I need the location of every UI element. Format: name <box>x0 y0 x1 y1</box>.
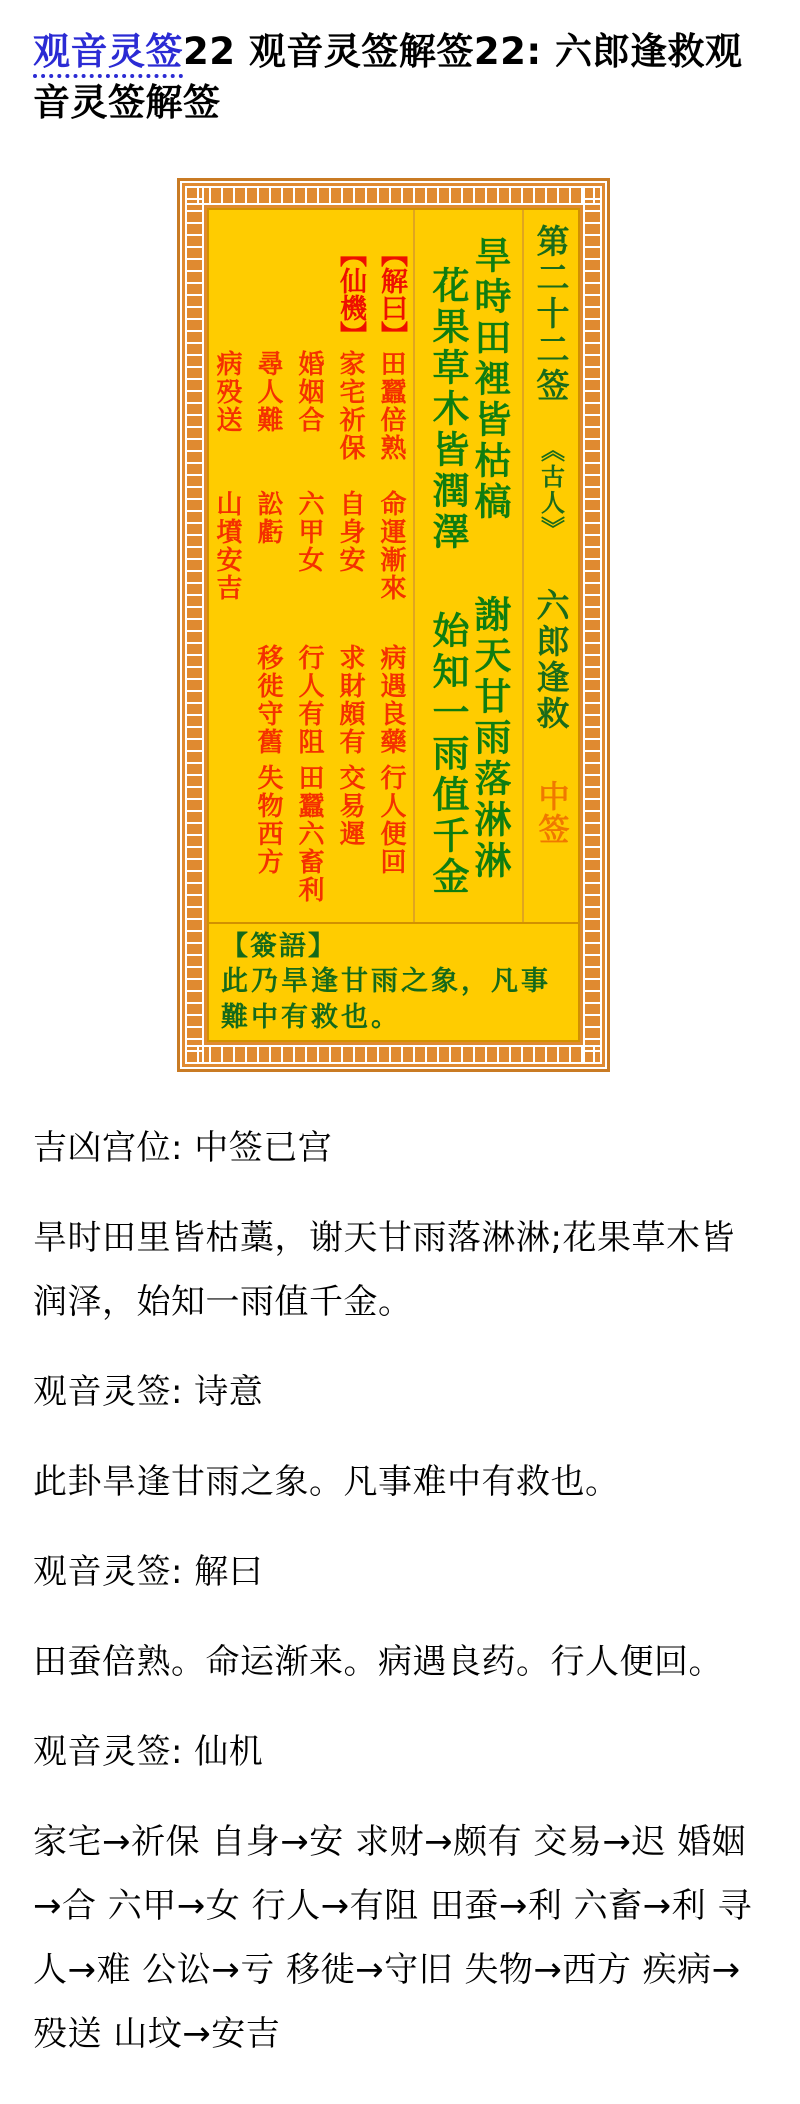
card-phrase: 尋人難 <box>253 350 283 435</box>
xianji-column <box>330 210 371 922</box>
card-phrase: 交易遲 <box>335 764 365 849</box>
meander-border <box>182 183 605 1067</box>
qianyu-header: 【簽語】 <box>221 931 337 963</box>
paragraph-xianji: 家宅→祈保 自身→安 求财→颇有 交易→迟 婚姻→合 六甲→女 行人→有阻 田蚕→利 六畜→利 寻人→难 公讼→亏 移徙→守旧 失物→西方 疾病→殁送 山坟→安吉 <box>33 1822 752 2055</box>
qianyu-line: 此乃旱逢甘雨之象，凡事 <box>221 966 551 998</box>
card-phrase: 行人有阻 <box>294 644 324 757</box>
fortune-card <box>177 178 610 1072</box>
article-body <box>33 1116 767 2066</box>
poem-verse: 旱時田裡皆枯槁 <box>468 236 511 524</box>
paragraph-poem: 旱时田里皆枯藁，谢天甘雨落淋淋;花果草木皆润泽，始知一雨值千金。 <box>33 1218 735 1323</box>
jieyue-header: 【解曰】 <box>376 240 407 349</box>
xianji-column-4 <box>207 210 248 922</box>
qianyu-line: 難中有救也。 <box>221 1002 401 1034</box>
card-phrase: 病殁送 <box>212 350 242 435</box>
card-poem-zone <box>415 210 522 922</box>
page-title <box>33 26 767 128</box>
card-phrase: 田蠶倍熟 <box>376 350 406 463</box>
card-phrase: 六甲女 <box>294 490 324 575</box>
card-qianyu-section <box>209 922 578 1036</box>
card-phrase: 訟虧 <box>253 490 283 547</box>
page-title-text: 22 观音灵签解签22: 六郎逢救观音灵签解签 <box>33 30 743 125</box>
xianji-column-3 <box>248 210 289 922</box>
border-pattern-bottom <box>185 1045 602 1064</box>
paragraph-jieyue: 田蚕倍熟。命运渐来。病遇良药。行人便回。 <box>33 1642 723 1683</box>
paragraph-gongwei: 吉凶宫位: 中签已宫 <box>33 1128 333 1169</box>
card-inner <box>207 208 580 1042</box>
border-pattern-left <box>185 186 204 1064</box>
card-phrase: 田蠶六畜利 <box>294 764 324 905</box>
sign-category: 《古人》 <box>536 438 565 543</box>
sign-story: 六郎逢救 <box>531 588 571 733</box>
xianji-header: 【仙機】 <box>335 240 366 349</box>
border-pattern-right <box>583 186 602 1064</box>
card-phrase: 命運漸來 <box>376 490 406 603</box>
poem-column-left <box>420 266 474 898</box>
poem-verse: 花果草木皆潤澤 <box>426 266 469 554</box>
card-phrase: 失物西方 <box>253 764 283 877</box>
heading-jieyue: 观音灵签: 解曰 <box>33 1552 264 1593</box>
jieyue-column <box>371 210 412 922</box>
poem-verse: 始知一雨值千金 <box>426 611 469 899</box>
heading-shiyi: 观音灵签: 诗意 <box>33 1372 264 1413</box>
guanyin-lingqian-link[interactable]: 观音灵签 <box>33 30 183 78</box>
border-pattern-top <box>185 186 602 205</box>
sign-number: 第二十二签 <box>531 224 571 405</box>
sign-grade: 中签 <box>532 780 569 847</box>
card-interpretation-zone <box>209 210 413 922</box>
card-columns-area <box>209 210 578 922</box>
poem-verse: 謝天甘雨落淋淋 <box>468 595 511 883</box>
card-phrase: 家宅祈保 <box>335 350 365 463</box>
card-phrase: 求財頗有 <box>335 644 365 757</box>
card-phrase: 移徙守舊 <box>253 644 283 757</box>
card-phrase: 山墳安吉 <box>212 490 242 603</box>
card-phrase: 自身安 <box>335 490 365 575</box>
heading-xianji: 观音灵签: 仙机 <box>33 1732 264 1773</box>
card-phrase: 婚姻合 <box>294 350 324 435</box>
card-phrase: 行人便回 <box>376 764 406 877</box>
xianji-column-2 <box>289 210 330 922</box>
paragraph-shiyi: 此卦旱逢甘雨之象。凡事难中有救也。 <box>33 1462 620 1503</box>
card-phrase: 病遇良藥 <box>376 644 406 757</box>
card-title-zone <box>524 210 578 922</box>
